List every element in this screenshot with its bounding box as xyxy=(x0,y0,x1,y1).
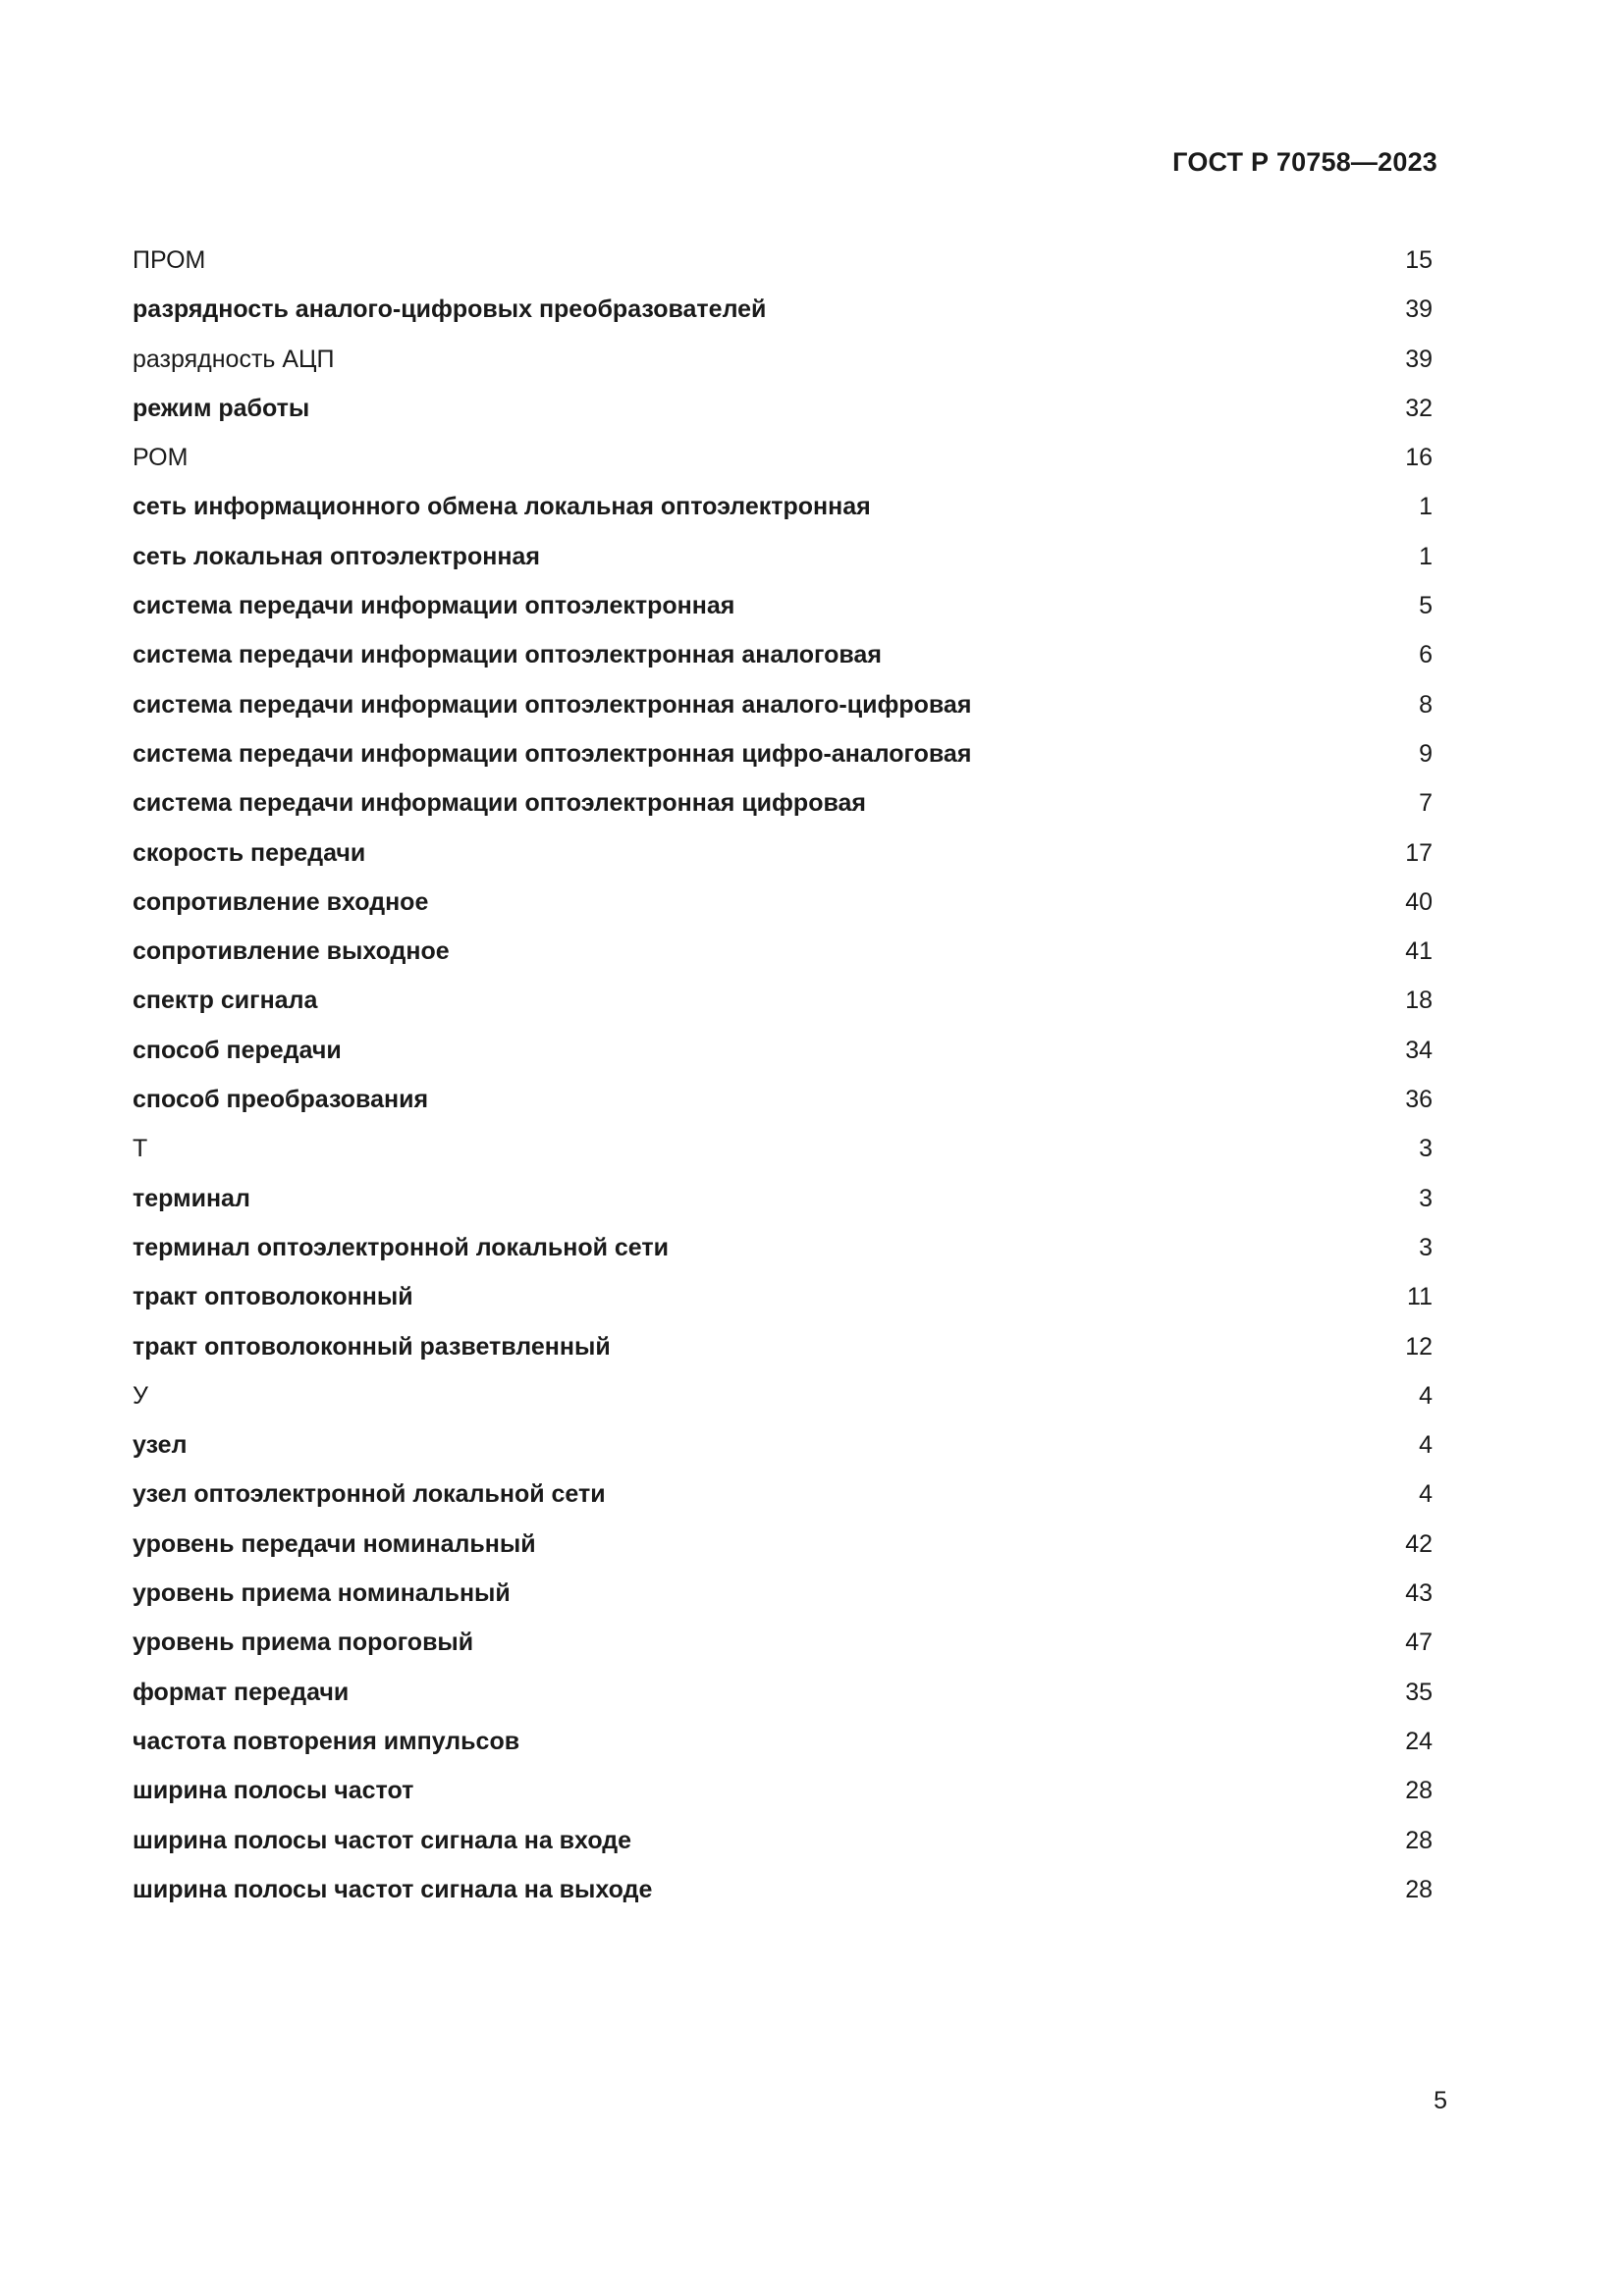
index-entry xyxy=(133,1816,1433,1865)
index-entry xyxy=(133,1717,1433,1766)
index-term: разрядность аналого-цифровых преобразователей xyxy=(133,295,767,324)
index-term-number: 39 xyxy=(1405,345,1433,373)
index-term-number: 40 xyxy=(1405,887,1433,916)
index-entry xyxy=(133,1075,1433,1124)
index-term-number: 18 xyxy=(1405,987,1433,1015)
index-entry xyxy=(133,976,1433,1025)
index-entry xyxy=(133,1223,1433,1272)
index-entry xyxy=(133,927,1433,976)
index-term: режим работы xyxy=(133,394,310,422)
term-index-list xyxy=(133,236,1433,1914)
index-term: терминал xyxy=(133,1184,250,1212)
index-entry xyxy=(133,1322,1433,1371)
index-term: способ передачи xyxy=(133,1036,342,1064)
index-term-number: 9 xyxy=(1419,739,1433,768)
index-term: сопротивление входное xyxy=(133,887,429,916)
index-term: У xyxy=(133,1381,148,1410)
index-term: система передачи информации оптоэлектронная аналого-цифровая xyxy=(133,690,972,719)
index-entry xyxy=(133,878,1433,927)
index-term: скорость передачи xyxy=(133,838,366,867)
index-entry xyxy=(133,1865,1433,1914)
index-entry xyxy=(133,729,1433,778)
index-entry xyxy=(133,1766,1433,1815)
index-term-number: 8 xyxy=(1419,690,1433,719)
index-entry xyxy=(133,532,1433,581)
index-term: узел xyxy=(133,1431,188,1460)
index-entry xyxy=(133,1668,1433,1717)
index-term-number: 4 xyxy=(1419,1480,1433,1509)
index-entry xyxy=(133,1371,1433,1420)
index-term-number: 3 xyxy=(1419,1233,1433,1261)
index-term-number: 24 xyxy=(1405,1727,1433,1755)
index-entry xyxy=(133,433,1433,482)
index-term: ширина полосы частот сигнала на входе xyxy=(133,1826,632,1854)
index-entry xyxy=(133,285,1433,334)
index-term-number: 15 xyxy=(1405,246,1433,274)
index-term: ширина полосы частот сигнала на выходе xyxy=(133,1875,653,1903)
index-entry xyxy=(133,236,1433,285)
index-term-number: 4 xyxy=(1419,1431,1433,1460)
index-term-number: 34 xyxy=(1405,1036,1433,1064)
index-term: способ преобразования xyxy=(133,1086,429,1114)
document-id: ГОСТ Р 70758—2023 xyxy=(1172,147,1437,177)
index-term: терминал оптоэлектронной локальной сети xyxy=(133,1233,669,1261)
index-term: спектр сигнала xyxy=(133,987,318,1015)
index-entry xyxy=(133,482,1433,531)
index-term: система передачи информации оптоэлектронная xyxy=(133,592,735,620)
index-term-number: 42 xyxy=(1405,1529,1433,1558)
index-term-number: 16 xyxy=(1405,444,1433,472)
index-term-number: 47 xyxy=(1405,1629,1433,1657)
index-term-number: 3 xyxy=(1419,1135,1433,1163)
index-entry xyxy=(133,828,1433,878)
index-term-number: 36 xyxy=(1405,1086,1433,1114)
index-term: ширина полосы частот xyxy=(133,1777,414,1805)
index-term-number: 17 xyxy=(1405,838,1433,867)
index-term: частота повторения импульсов xyxy=(133,1727,520,1755)
index-term-number: 28 xyxy=(1405,1826,1433,1854)
index-entry xyxy=(133,581,1433,630)
index-term: тракт оптоволоконный xyxy=(133,1283,413,1311)
index-entry xyxy=(133,1272,1433,1321)
index-entry xyxy=(133,1520,1433,1569)
index-entry xyxy=(133,1124,1433,1173)
index-term-number: 3 xyxy=(1419,1184,1433,1212)
index-term-number: 35 xyxy=(1405,1678,1433,1706)
index-term-number: 11 xyxy=(1407,1283,1433,1311)
index-term: уровень передачи номинальный xyxy=(133,1529,536,1558)
index-term-number: 39 xyxy=(1405,295,1433,324)
index-term-number: 5 xyxy=(1419,592,1433,620)
index-entry xyxy=(133,1618,1433,1667)
index-term: сопротивление выходное xyxy=(133,937,450,966)
index-term: Т xyxy=(133,1135,148,1163)
index-term-number: 28 xyxy=(1405,1875,1433,1903)
index-term: тракт оптоволоконный разветвленный xyxy=(133,1332,611,1361)
index-term: уровень приема пороговый xyxy=(133,1629,474,1657)
index-term-number: 6 xyxy=(1419,641,1433,669)
index-term: РОМ xyxy=(133,444,189,472)
index-entry xyxy=(133,1469,1433,1519)
index-term: сеть локальная оптоэлектронная xyxy=(133,542,540,570)
index-entry xyxy=(133,778,1433,828)
index-term: ПРОМ xyxy=(133,246,206,274)
index-entry xyxy=(133,1420,1433,1469)
index-term: формат передачи xyxy=(133,1678,350,1706)
index-term-number: 28 xyxy=(1405,1777,1433,1805)
index-term-number: 4 xyxy=(1419,1381,1433,1410)
index-term-number: 1 xyxy=(1419,542,1433,570)
index-entry xyxy=(133,1569,1433,1618)
index-term-number: 12 xyxy=(1405,1332,1433,1361)
index-term: система передачи информации оптоэлектронная цифровая xyxy=(133,789,866,818)
index-term: узел оптоэлектронной локальной сети xyxy=(133,1480,606,1509)
index-term: уровень приема номинальный xyxy=(133,1579,511,1608)
index-term-number: 43 xyxy=(1405,1579,1433,1608)
index-term: сеть информационного обмена локальная оптоэлектронная xyxy=(133,493,871,521)
page-number: 5 xyxy=(1434,2087,1447,2114)
index-entry xyxy=(133,1026,1433,1075)
index-term: система передачи информации оптоэлектронная цифро-аналоговая xyxy=(133,739,972,768)
index-entry xyxy=(133,680,1433,729)
index-term-number: 7 xyxy=(1419,789,1433,818)
index-term: разрядность АЦП xyxy=(133,345,335,373)
index-term-number: 1 xyxy=(1419,493,1433,521)
index-entry xyxy=(133,1174,1433,1223)
index-term: система передачи информации оптоэлектронная аналоговая xyxy=(133,641,882,669)
index-entry xyxy=(133,384,1433,433)
index-entry xyxy=(133,335,1433,384)
index-term-number: 41 xyxy=(1405,937,1433,966)
index-term-number: 32 xyxy=(1405,394,1433,422)
index-entry xyxy=(133,630,1433,679)
